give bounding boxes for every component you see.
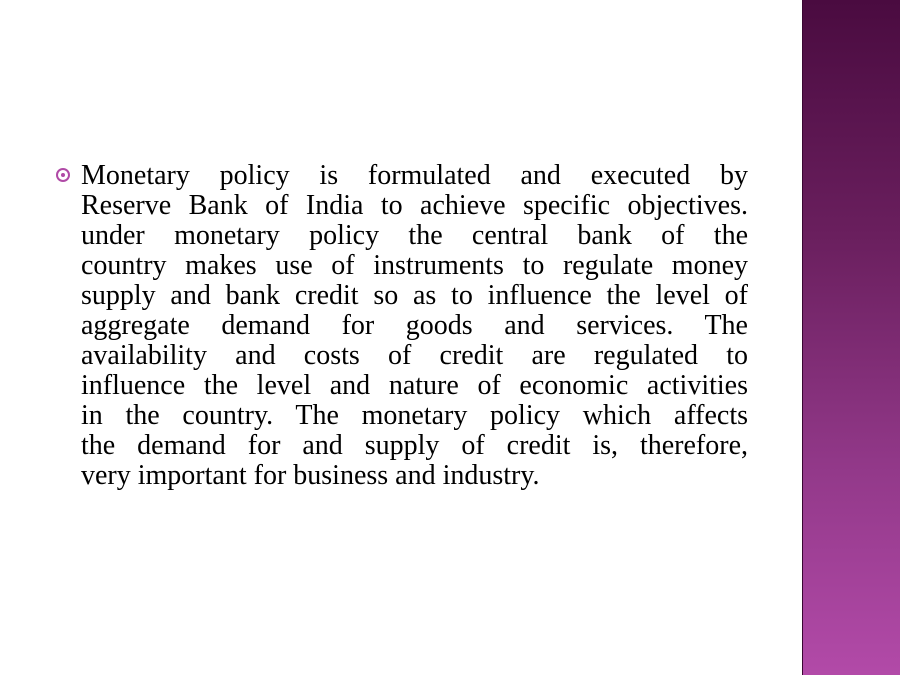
paragraph-line: under monetary policy the central bank of the — [81, 220, 748, 251]
paragraph-line: availability and costs of credit are regulated to — [81, 340, 748, 371]
paragraph-line: Monetary policy is formulated and executed by — [81, 160, 748, 191]
paragraph-line: in the country. The monetary policy which affects — [81, 400, 748, 431]
paragraph-line: very important for business and industry. — [81, 460, 540, 491]
paragraph-line: influence the level and nature of economic activities — [81, 370, 748, 401]
paragraph-line: aggregate demand for goods and services. The — [81, 310, 748, 341]
circle-dot-bullet-icon — [56, 168, 70, 182]
paragraph-line: supply and bank credit so as to influence the level of — [81, 280, 748, 311]
paragraph-line: country makes use of instruments to regulate money — [81, 250, 748, 281]
bullet-paragraph — [81, 161, 748, 491]
paragraph-line: Reserve Bank of India to achieve specific objectives. — [81, 190, 748, 221]
paragraph-line: the demand for and supply of credit is, therefore, — [81, 430, 748, 461]
decorative-side-bar — [802, 0, 900, 675]
